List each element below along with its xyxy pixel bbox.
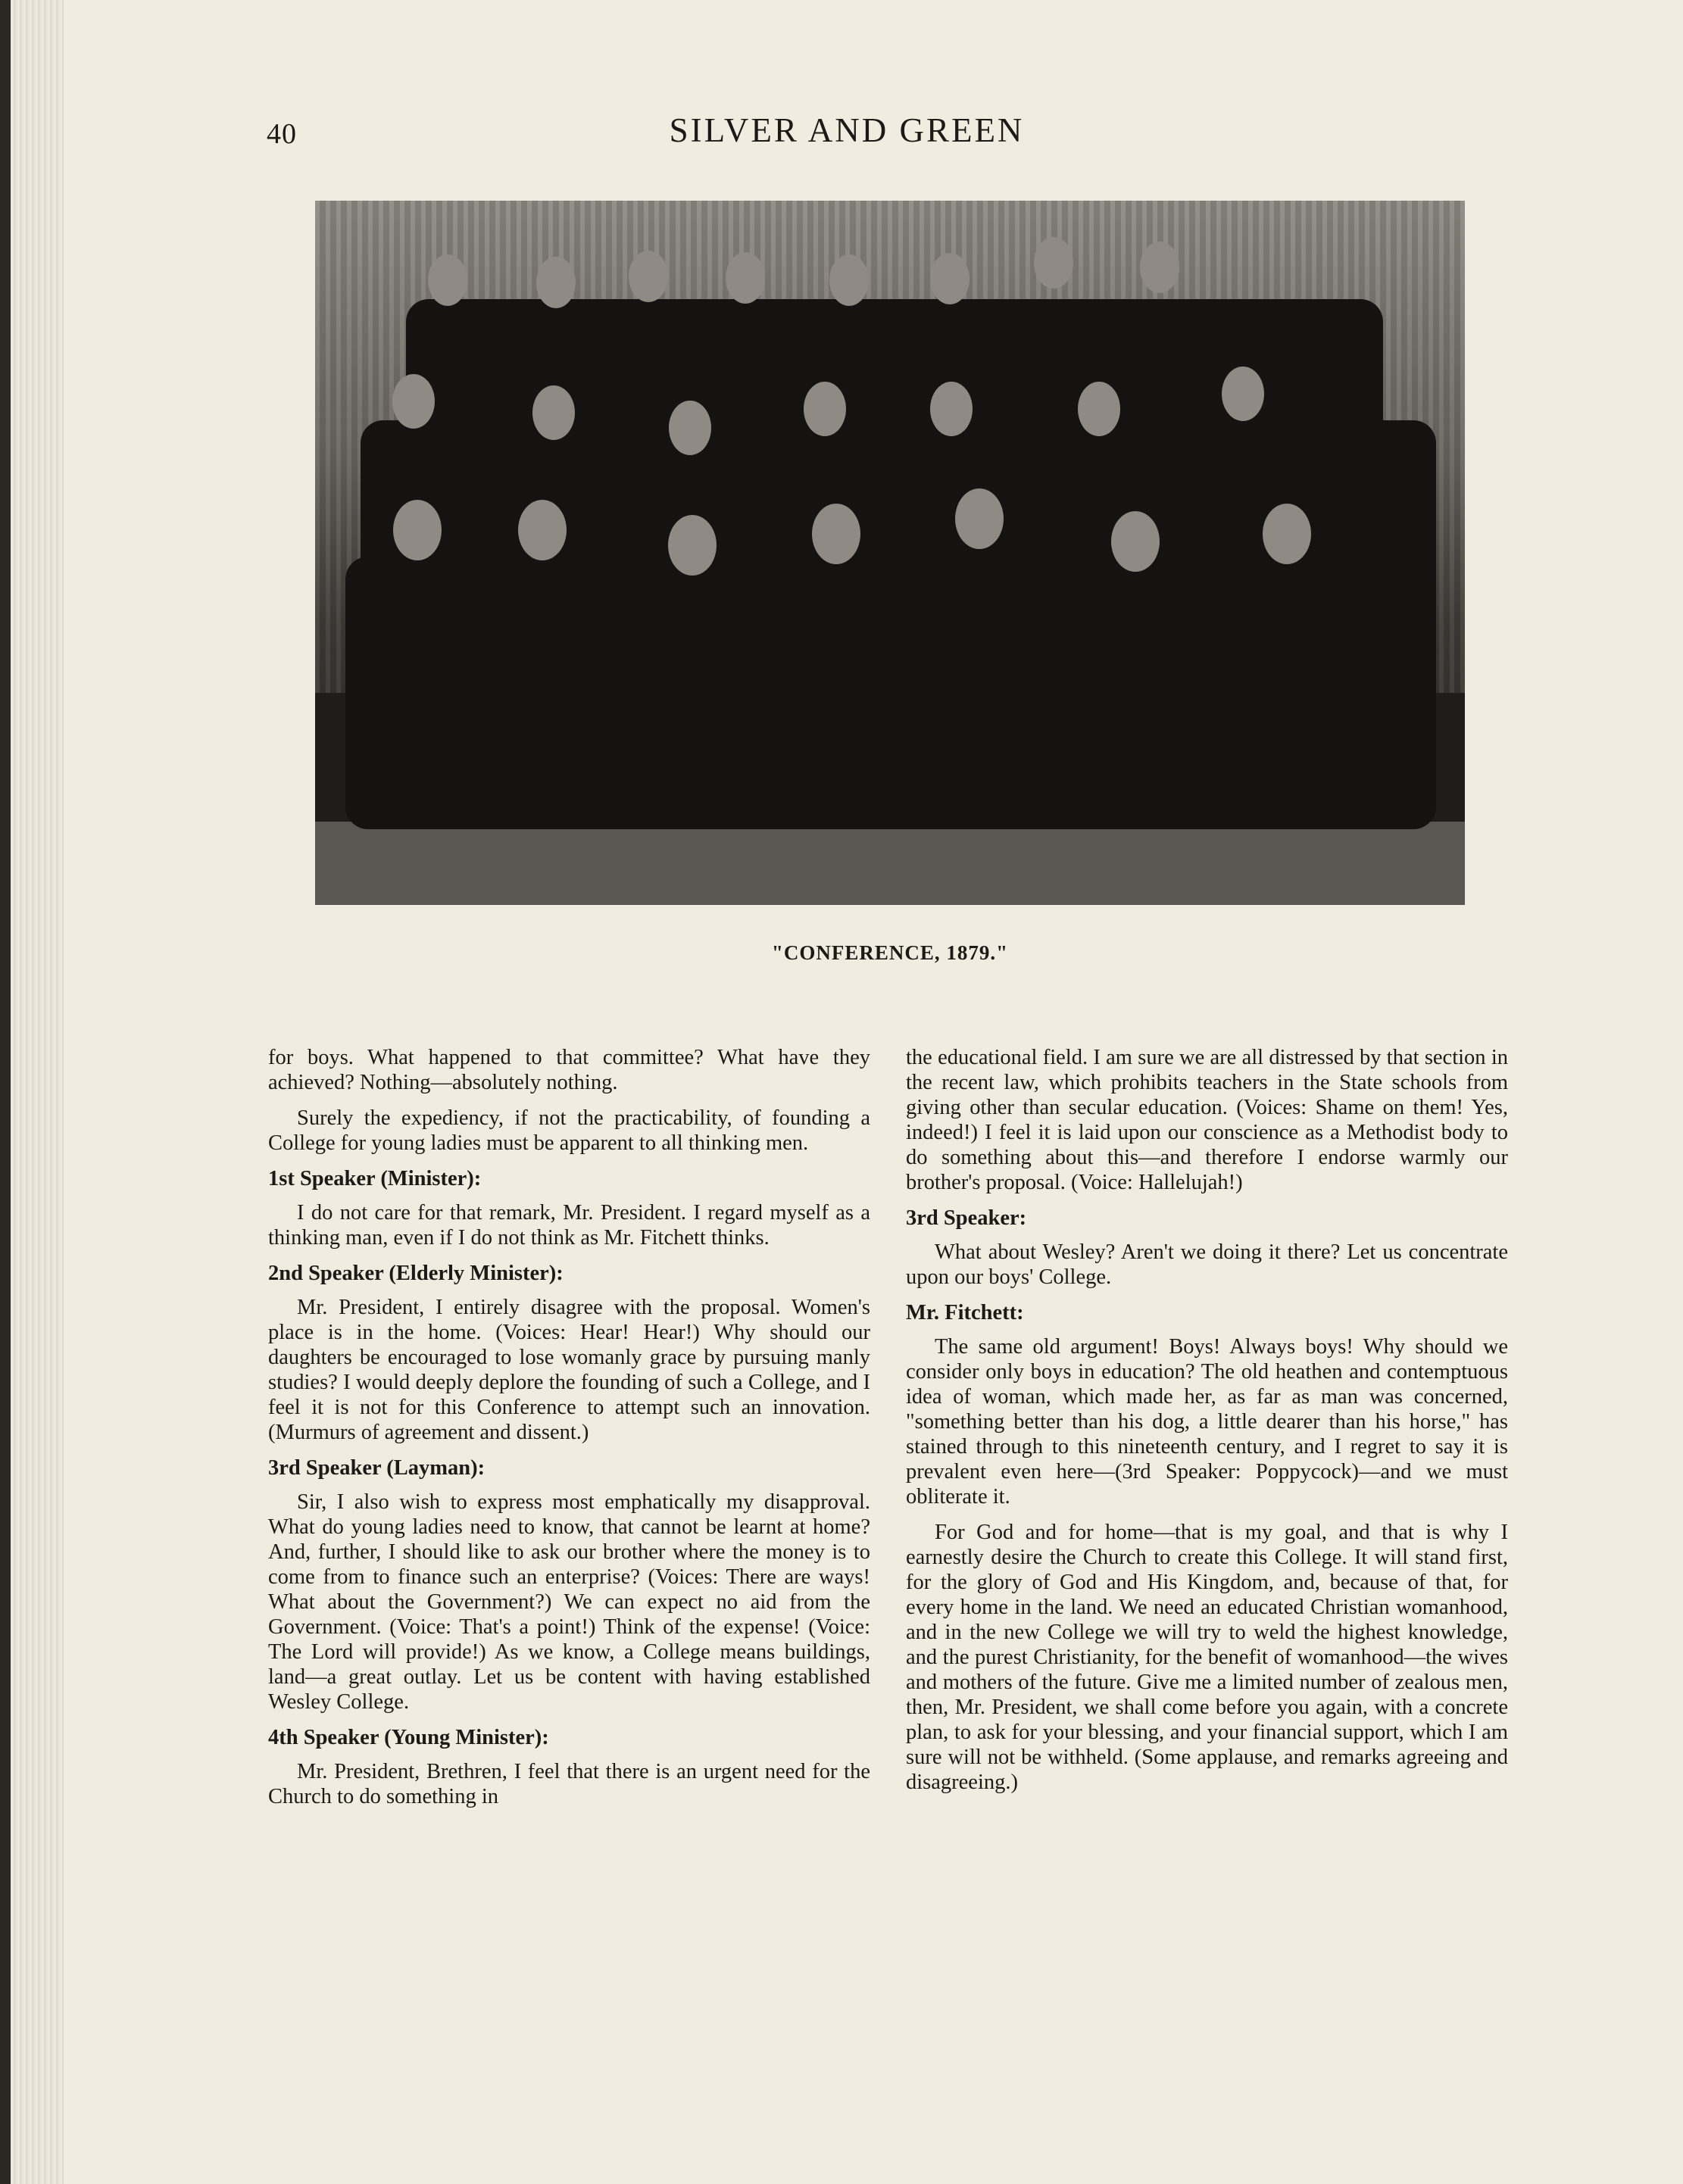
paragraph: Sir, I also wish to express most emphatically my disapproval. What do young ladies need to know, that cannot be learnt at home? And, further, I should like to ask our brother where the money is to come from to finance such an enterprise? (Voices: There are ways! What about the Government?) We can expect no aid from the Government. (Voice: That's a point!) Think of the expense! (Voice: The Lord will provide!) As we know, a College means buildings, land—a great outlay. Let us be content with having established Wesley College. [268,1490,870,1714]
page-number: 40 [267,118,297,150]
speaker-heading: 3rd Speaker (Layman): [268,1456,486,1480]
speaker-heading: 2nd Speaker (Elderly Minister): [268,1262,564,1285]
book-page [11,0,1683,2184]
speaker-heading: Mr. Fitchett: [906,1301,1024,1324]
group-photograph-figures [315,201,1465,905]
group-photograph [315,201,1465,905]
left-column [268,1045,870,1820]
paragraph: Surely the expediency, if not the practicability, of founding a College for young ladies must be apparent to all thinking men. [268,1106,870,1155]
paragraph: For God and for home—that is my goal, and that is why I earnestly desire the Church to create this College. It will stand first, for the glory of God and His Kingdom, and, because of that, for every home in the land. We need an educated Christian womanhood, and in the new College we will try to weld the highest knowledge, and the purest Christianity, for the benefit of womanhood—the wives and mothers of the future. Give me a limited number of zealous men, then, Mr. President, we shall come before you again, with a concrete plan, to ask for your blessing, and your financial support, which I am sure will not be withheld. (Some applause, and remarks agreeing and disagreeing.) [906,1521,1508,1794]
right-column [906,1045,1508,1805]
paragraph: the educational field. I am sure we are all distressed by that section in the recent law, which prohibits teachers in the State schools from giving other than secular education. (Voices: Shame on them! Yes, indeed!) I feel it is laid upon our conscience as a Methodist body to do something about this—and therefore I endorse warmly our brother's proposal. (Voice: Hallelujah!) [906,1046,1508,1194]
paragraph: for boys. What happened to that committee? What have they achieved? Nothing—absolutely nothing. [268,1046,870,1094]
paragraph: The same old argument! Boys! Always boys! Why should we consider only boys in education? The old heathen and contemptuous idea of woman, which made her, as far as man was concerned, "something better than his dog, a little dearer than his horse," has stained through to this nineteenth century, and I regret to say it is prevalent even here—(3rd Speaker: Poppycock)—and we must obliterate it. [906,1335,1508,1509]
paragraph: Mr. President, I entirely disagree with the proposal. Women's place is in the home. (Voices: Hear! Hear!) Why should our daughters be encouraged to lose womanly grace by pursuing manly studies? I would deeply deplore the founding of such a College, and I feel it is not for this Conference to attempt such an innovation. (Murmurs of agreement and dissent.) [268,1296,870,1444]
page-edges [11,0,64,2184]
photo-caption: "CONFERENCE, 1879." [771,941,1009,964]
paragraph: What about Wesley? Aren't we doing it there? Let us concentrate upon our boys' College. [906,1240,1508,1289]
speaker-heading: 4th Speaker (Young Minister): [268,1726,549,1749]
speaker-heading: 1st Speaker (Minister): [268,1167,482,1190]
paragraph: I do not care for that remark, Mr. President. I regard myself as a thinking man, even if I do not think as Mr. Fitchett thinks. [268,1201,870,1250]
speaker-heading: 3rd Speaker: [906,1206,1027,1230]
running-title: SILVER AND GREEN [669,111,1025,149]
paragraph: Mr. President, Brethren, I feel that there is an urgent need for the Church to do something in [268,1760,870,1808]
